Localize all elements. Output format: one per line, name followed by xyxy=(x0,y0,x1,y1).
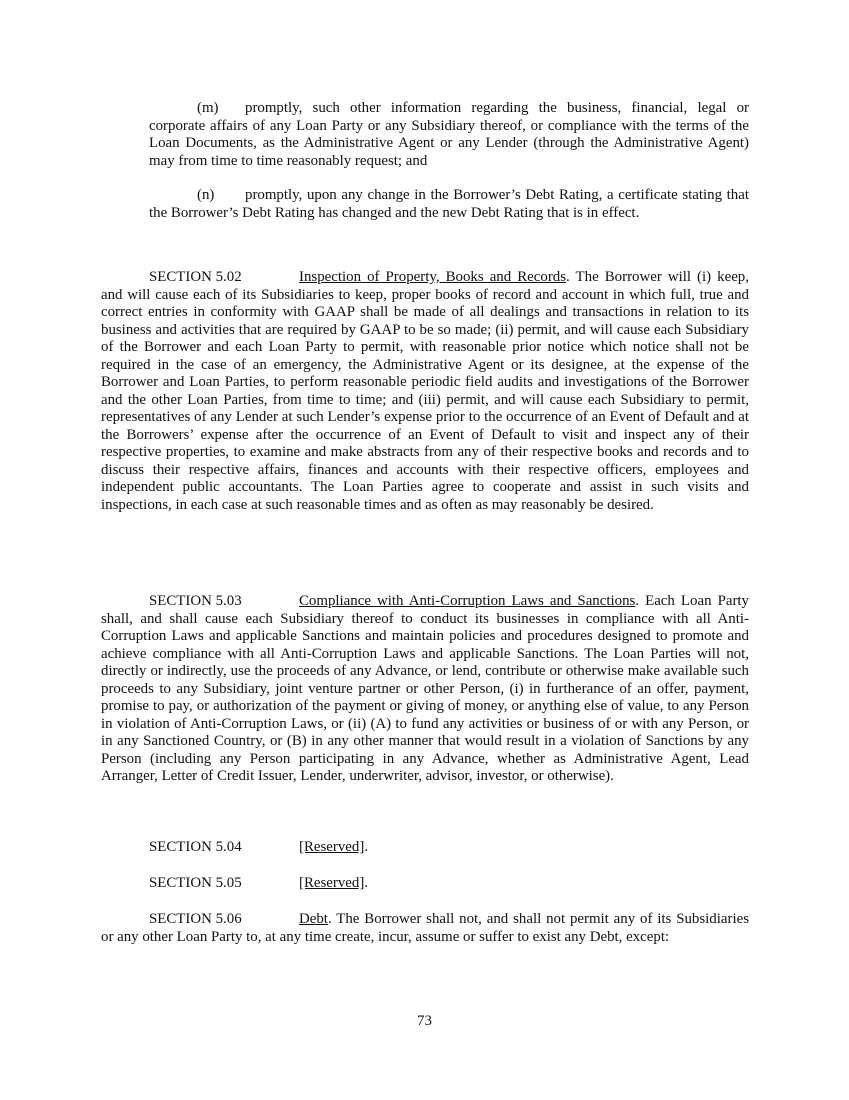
clause-m-text: promptly, such other information regarding the business, financial, legal or corporate affairs of any Loan Party or any Subsidiary thereof, or compliance with the terms of the Loan Documents, as the Administrative Agent or any Lender (through the Administrative Agent) may from time to time reasonably request; and xyxy=(149,100,749,169)
section-5-06-body: . The Borrower shall not, and shall not permit any of its Subsidiaries or any other Loan Party to, at any time create, incur, assume or suffer to exist any Debt, except: xyxy=(101,911,749,945)
clause-n-text: promptly, upon any change in the Borrower’s Debt Rating, a certificate stating that the Borrower’s Debt Rating has changed and the new Debt Rating that is in effect. xyxy=(149,187,749,221)
section-5-05-heading: [Reserved] xyxy=(299,875,365,891)
section-5-02-number: SECTION 5.02 xyxy=(149,269,242,285)
section-5-03-number: SECTION 5.03 xyxy=(149,593,242,609)
section-5-05 xyxy=(149,875,368,893)
section-5-03-body: . Each Loan Party shall, and shall cause each Subsidiary thereof to conduct its businesses in compliance with all Anti-Corruption Laws and applicable Sanctions and maintain policies and procedures designed to promote and achieve compliance with all Anti-Corruption Laws and applicable Sanctions. The Loan Parties will not, directly or indirectly, use the proceeds of any Advance, or lend, contribute or otherwise make available such proceeds to any Subsidiary, joint venture partner or other Person, (i) in furtherance of an offer, payment, promise to pay, or authorization of the payment or giving of money, or anything else of value, to any Person in violation of Anti-Corruption Laws, or (ii) (A) to fund any activities or business of or with any Person, or in any Sanctioned Country, or (B) in any other manner that would result in a violation of Sanctions by any Person (including any Person participating in any Advance, whether as Administrative Agent, Lead Arranger, Letter of Credit Issuer, Lender, underwriter, advisor, investor, or otherwise). xyxy=(101,593,750,784)
clause-n xyxy=(149,187,749,222)
clause-m xyxy=(149,100,749,170)
section-5-06-number: SECTION 5.06 xyxy=(149,911,242,927)
page-number: 73 xyxy=(417,1013,432,1029)
section-5-02-heading: Inspection of Property, Books and Records xyxy=(299,269,567,285)
section-5-02 xyxy=(101,269,749,514)
section-5-06-heading: Debt xyxy=(299,911,328,927)
section-5-05-number: SECTION 5.05 xyxy=(149,875,242,891)
section-5-06 xyxy=(101,911,749,946)
section-5-04-number: SECTION 5.04 xyxy=(149,839,242,855)
clause-m-marker: (m) xyxy=(197,100,219,116)
section-5-04-body: . xyxy=(364,839,369,855)
section-5-03 xyxy=(101,593,749,786)
section-5-04 xyxy=(149,839,368,857)
section-5-05-body: . xyxy=(364,875,369,891)
section-5-03-heading: Compliance with Anti-Corruption Laws and Sanctions xyxy=(299,593,636,609)
clause-n-marker: (n) xyxy=(197,187,215,203)
section-5-04-heading: [Reserved] xyxy=(299,839,365,855)
section-5-02-body: . The Borrower will (i) keep, and will cause each of its Subsidiaries to keep, proper books of record and account in which full, true and correct entries in conformity with GAAP shall be made of all dealings and transactions in relation to its business and activities that are required by GAAP to be so made; (ii) permit, and will cause each Subsidiary of the Borrower and each Loan Party to permit, with reasonable prior notice which notice shall not be required in the case of an emergency, the Administrative Agent or its designee, at the expense of the Borrower and Loan Parties, to perform reasonable periodic field audits and investigations of the Borrower and the other Loan Parties, from time to time; and (iii) permit, and will cause each Subsidiary to permit, representatives of any Lender at such Lender’s expense prior to the occurrence of an Event of Default and at the Borrowers’ expense after the occurrence of an Event of Default to visit and inspect any of their respective properties, to examine and make abstracts from any of their respective books and records and to discuss their respective affairs, finances and accounts with their respective officers, employees and independent public accountants. The Loan Parties agree to cooperate and assist in such visits and inspections, in each case at such reasonable times and as often as may reasonably be desired. xyxy=(101,269,749,513)
